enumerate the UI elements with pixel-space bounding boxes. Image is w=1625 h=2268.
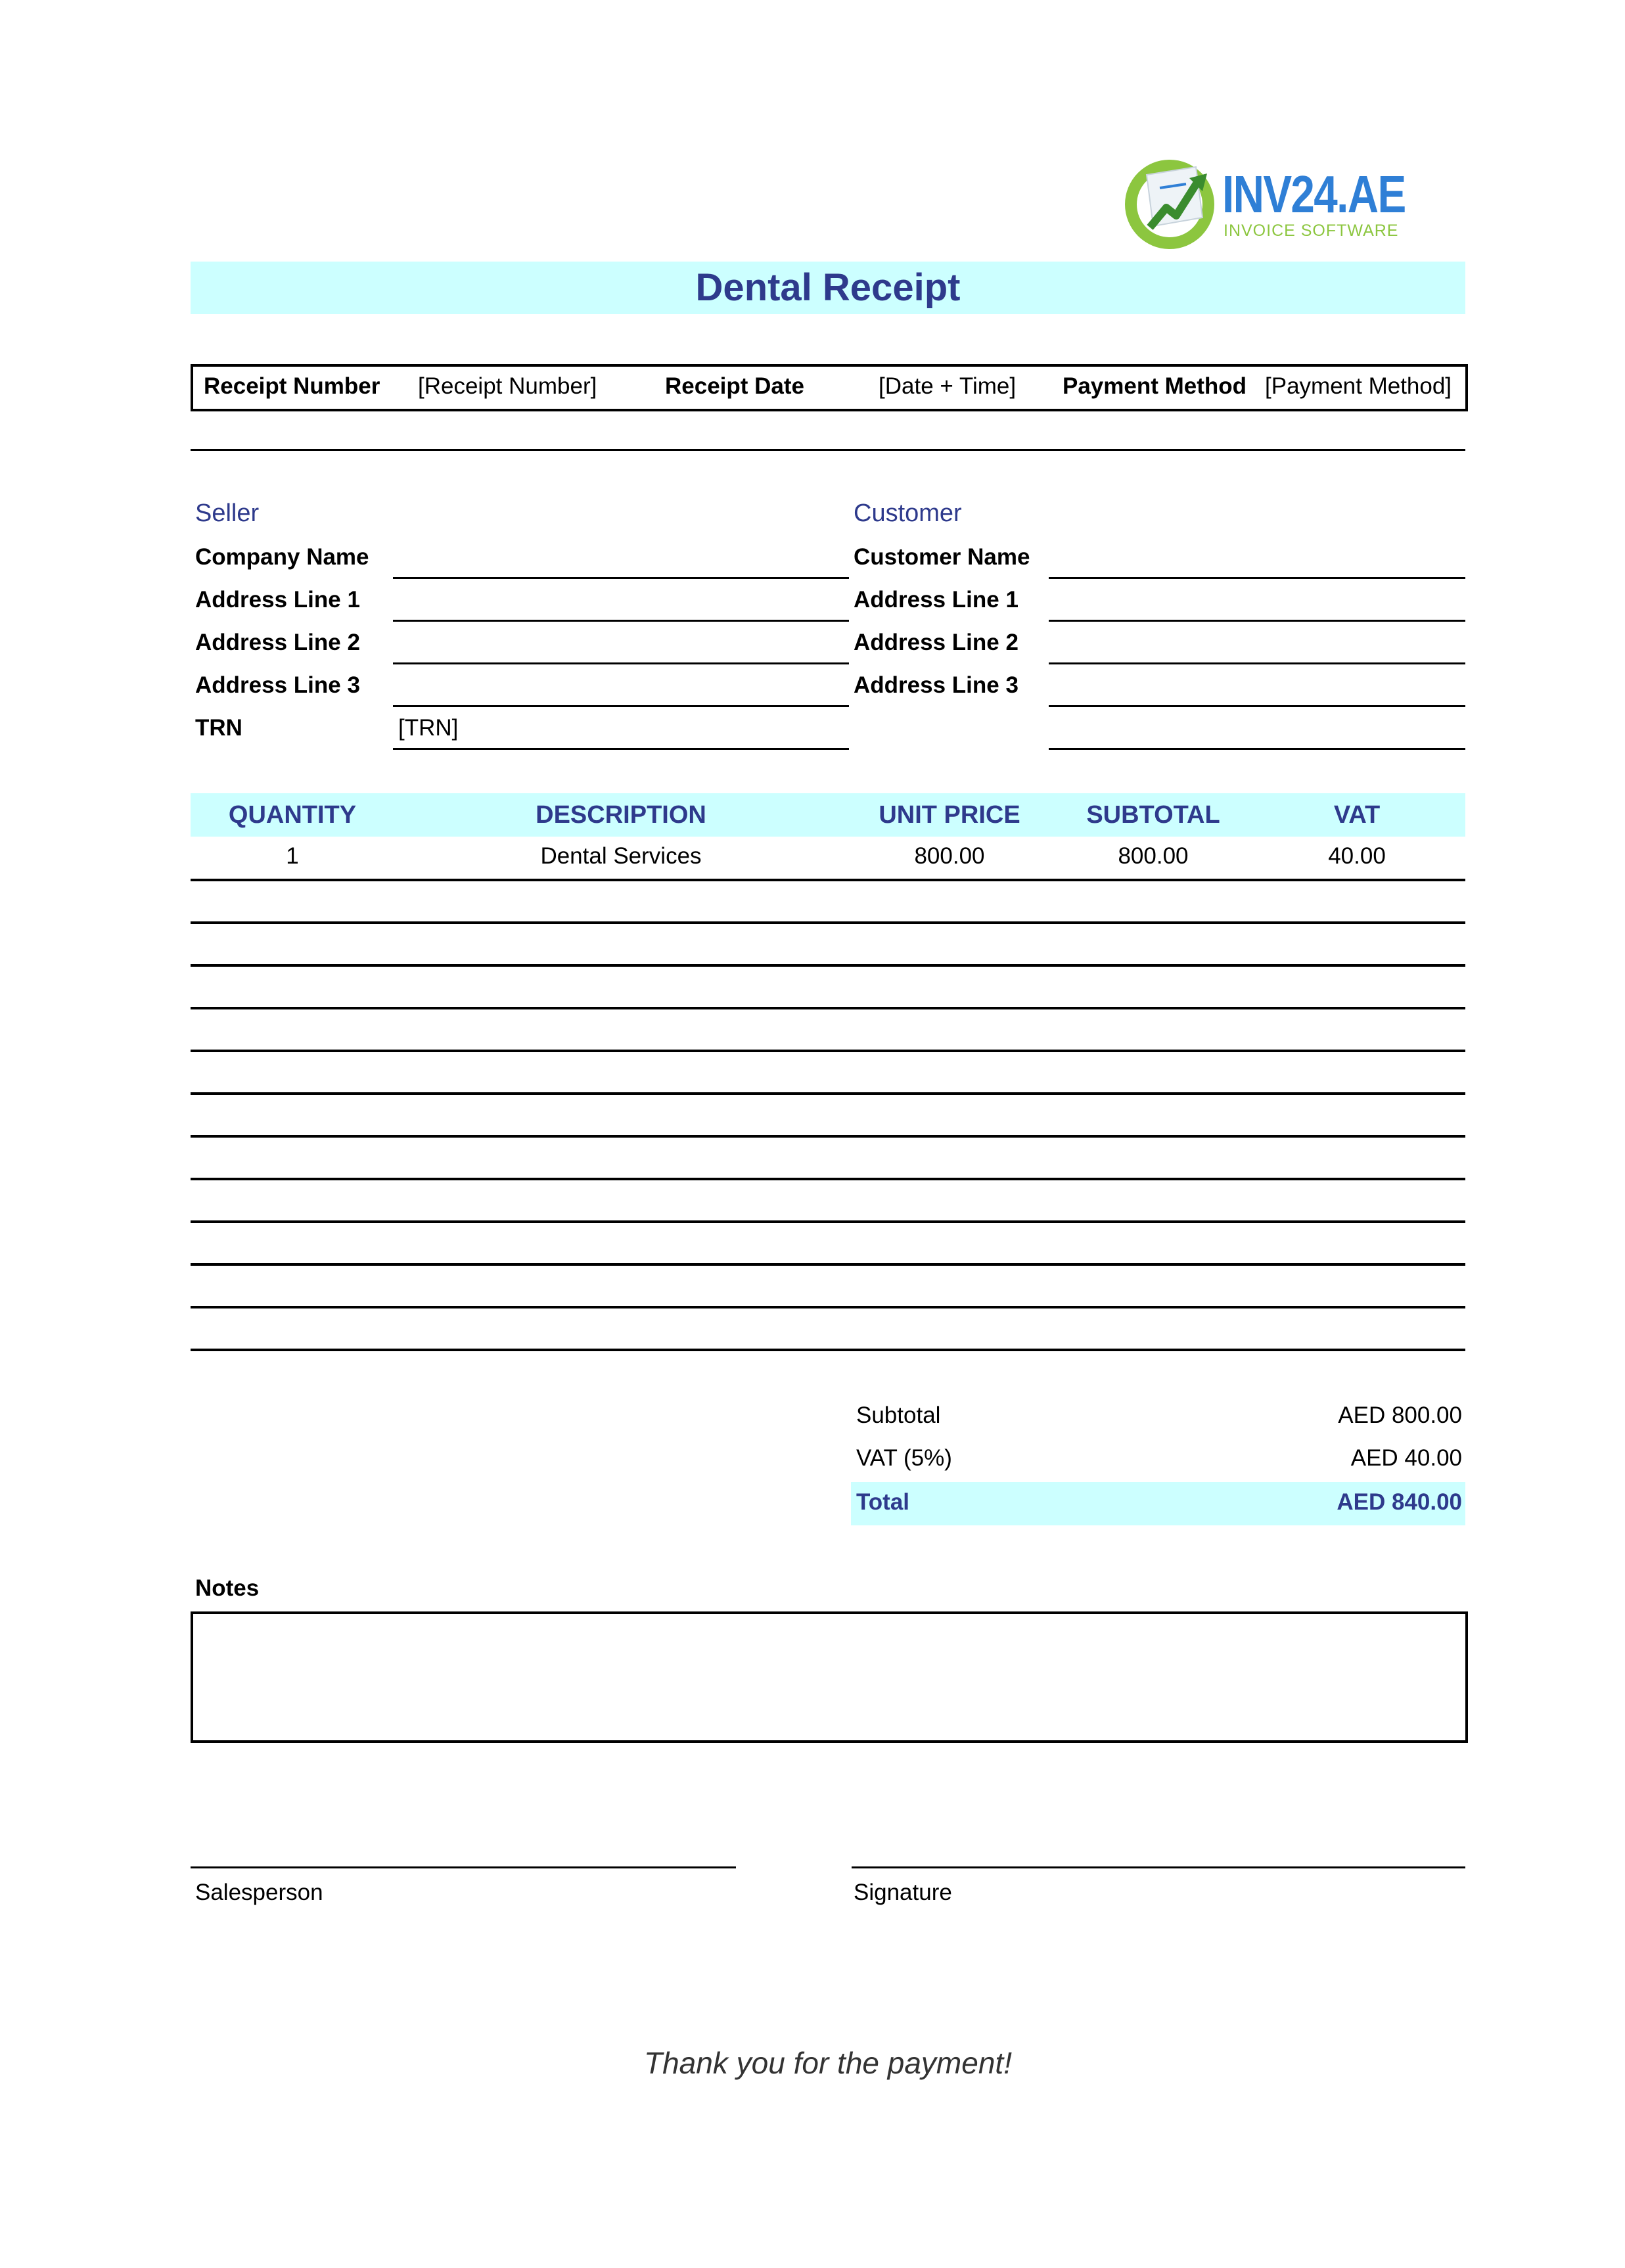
vat-label: VAT (5%): [856, 1445, 952, 1471]
item-vat: 40.00: [1328, 843, 1386, 869]
salesperson-line[interactable]: [191, 1866, 736, 1868]
payment-method-value[interactable]: [Payment Method]: [1265, 373, 1452, 399]
item-description[interactable]: Dental Services: [540, 843, 702, 869]
company-name-label: Company Name: [195, 544, 369, 570]
column-header-quantity: QUANTITY: [228, 801, 357, 829]
signature-line[interactable]: [852, 1866, 1465, 1868]
subtotal-label: Subtotal: [856, 1402, 941, 1428]
column-header-vat: VAT: [1333, 801, 1381, 829]
thank-you-message: Thank you for the payment!: [644, 2046, 1012, 2080]
brand-tagline: INVOICE SOFTWARE: [1224, 221, 1399, 240]
receipt-date-value[interactable]: [Date + Time]: [879, 373, 1017, 399]
customer-address3-label: Address Line 3: [854, 672, 1018, 698]
item-row-line: [191, 1349, 1465, 1351]
trn-value[interactable]: [TRN]: [398, 715, 459, 741]
item-subtotal: 800.00: [1118, 843, 1189, 869]
subtotal-value: AED 800.00: [1338, 1402, 1462, 1428]
item-quantity[interactable]: 1: [286, 843, 299, 869]
company-name-field[interactable]: [393, 577, 849, 579]
item-row-line: [191, 921, 1465, 924]
item-row-line: [191, 1007, 1465, 1009]
customer-extra-field[interactable]: [1049, 748, 1465, 750]
divider: [191, 449, 1465, 451]
item-row-line: [191, 964, 1465, 967]
vat-value: AED 40.00: [1350, 1445, 1462, 1471]
seller-address3-field[interactable]: [393, 705, 849, 707]
item-row-line: [191, 1263, 1465, 1266]
salesperson-label: Salesperson: [195, 1880, 323, 1905]
seller-address3-label: Address Line 3: [195, 672, 360, 698]
notes-box[interactable]: [191, 1611, 1468, 1743]
customer-heading: Customer: [854, 499, 962, 527]
item-row-line: [191, 879, 1465, 881]
customer-address2-field[interactable]: [1049, 662, 1465, 664]
customer-name-field[interactable]: [1049, 577, 1465, 579]
seller-heading: Seller: [195, 499, 260, 527]
seller-address2-label: Address Line 2: [195, 630, 360, 655]
trn-field[interactable]: [393, 748, 849, 750]
item-row-line: [191, 1306, 1465, 1308]
customer-address1-field[interactable]: [1049, 620, 1465, 622]
item-row-line: [191, 1050, 1465, 1052]
seller-address1-field[interactable]: [393, 620, 849, 622]
total-label: Total: [856, 1489, 910, 1515]
seller-address2-field[interactable]: [393, 662, 849, 664]
column-header-unit-price: UNIT PRICE: [879, 801, 1020, 829]
column-header-subtotal: SUBTOTAL: [1086, 801, 1220, 829]
column-header-description: DESCRIPTION: [536, 801, 706, 829]
customer-name-label: Customer Name: [854, 544, 1030, 570]
customer-address1-label: Address Line 1: [854, 587, 1018, 613]
brand-name: INV24.AE: [1222, 165, 1406, 223]
item-unit-price[interactable]: 800.00: [914, 843, 985, 869]
signature-label: Signature: [854, 1880, 952, 1905]
customer-address2-label: Address Line 2: [854, 630, 1018, 655]
trn-label: TRN: [195, 715, 242, 741]
customer-address3-field[interactable]: [1049, 705, 1465, 707]
item-row-line: [191, 1135, 1465, 1138]
total-value: AED 840.00: [1337, 1489, 1462, 1515]
payment-method-label: Payment Method: [1063, 373, 1247, 399]
notes-label: Notes: [195, 1575, 260, 1601]
page-title: Dental Receipt: [695, 266, 961, 309]
item-row-line: [191, 1092, 1465, 1095]
item-row-line: [191, 1220, 1465, 1223]
seller-address1-label: Address Line 1: [195, 587, 360, 613]
receipt-number-value[interactable]: [Receipt Number]: [418, 373, 597, 399]
receipt-date-label: Receipt Date: [665, 373, 805, 399]
receipt-number-label: Receipt Number: [204, 373, 380, 399]
item-row-line: [191, 1178, 1465, 1180]
